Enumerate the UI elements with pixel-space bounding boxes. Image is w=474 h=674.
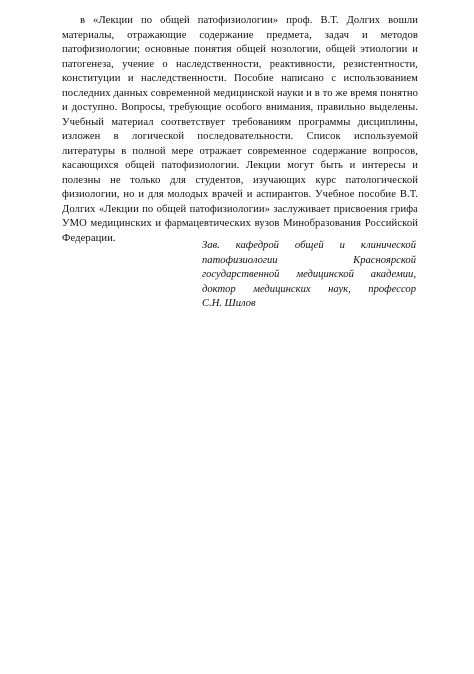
review-paragraph: [62, 14, 418, 246]
signature-department: патофизиологии Красноярской: [202, 254, 416, 266]
signature-author-name: С.Н. Шилов: [202, 298, 256, 309]
review-paragraph-text: в «Лекции по общей патофизиологии» проф. В.Т. Долгих вошли материалы, отражающие содержание предмета, задач и методов патофизиологии; основные понятия общей нозологии, общей этиологии и патогенеза, учение о наследственности, реактивности, резистентности, конституции и наследственности. Пособие написано с использованием последних данных современной медицинской науки и в то же время понятно и доступно. Вопросы, требующие особого внимания, правильно выделены. Учебный материал соответствует требованиям программы дисциплины, изложен в логической последовательности. Список используемой литературы в полной мере отражает современное содержание вопросов, касающихся общей патофизиологии. Лекции могут быть и интересы и полезны не только для студентов, изучающих курс патологической физиологии, но и для молодых врачей и аспирантов. Учебное пособие В.Т. Долгих «Лекции по общей патофизиологии» заслуживает присвоения грифа УМО медицинских и фармацевтических вузов Минобразования Российской Федерации.: [62, 15, 418, 244]
signature-degree: доктор медицинских наук, профессор: [202, 283, 416, 295]
signature-position: Зав. кафедрой общей и клинической: [202, 240, 416, 251]
signature-block: [202, 239, 416, 312]
signature-institution: государственной медицинской академии,: [202, 269, 416, 280]
